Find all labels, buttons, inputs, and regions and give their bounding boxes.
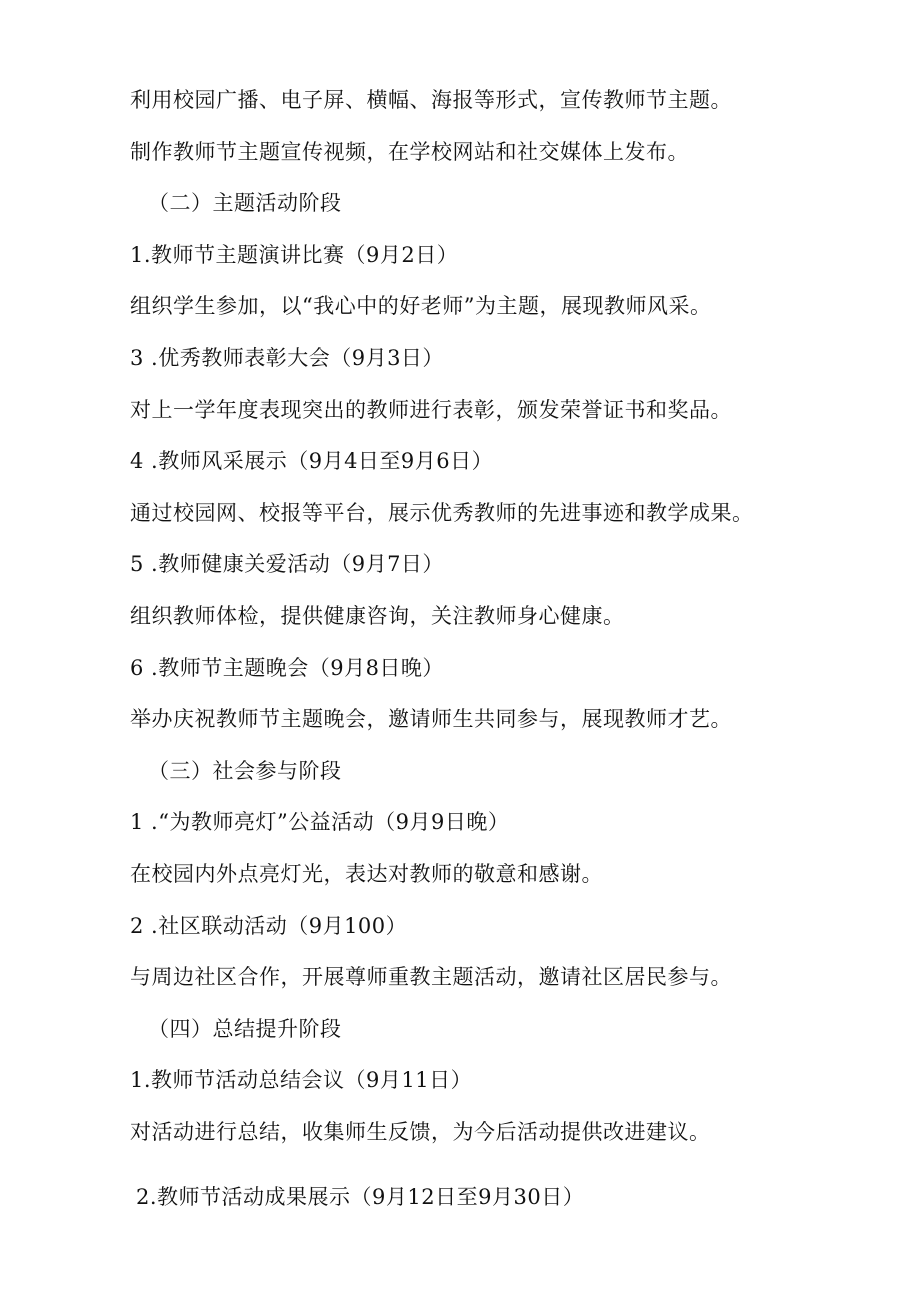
paragraph-light-up: 在校园内外点亮灯光，表达对教师的敬意和感谢。 [130,862,603,886]
paragraph-commendation: 对上一学年度表现突出的教师进行表彰，颁发荣誉证书和奖品。 [130,398,732,422]
item-heading-light-up: 1 .“为教师亮灯”公益活动（9月9日晚） [130,810,510,834]
paragraph-publicity-video: 制作教师节主题宣传视频，在学校网站和社交媒体上发布。 [130,140,689,164]
item-heading-results-showcase: 2.教师节活动成果展示（9月12日至9月30日） [136,1185,585,1209]
item-heading-community: 2 .社区联动活动（9月100） [130,914,408,938]
paragraph-publicity-channels: 利用校园广播、电子屏、横幅、海报等形式，宣传教师节主题。 [130,88,732,112]
paragraph-summary-meeting: 对活动进行总结，收集师生反馈，为今后活动提供改进建议。 [130,1120,711,1144]
item-heading-summary-meeting: 1.教师节活动总结会议（9月11日） [130,1068,473,1092]
item-heading-gala: 6 .教师节主题晚会（9月8日晚） [130,656,444,680]
item-heading-teacher-showcase: 4 .教师风采展示（9月4日至9月6日） [130,449,494,473]
item-heading-health-care: 5 .教师健康关爱活动（9月7日） [130,552,444,576]
paragraph-teacher-showcase: 通过校园网、校报等平台，展示优秀教师的先进事迹和教学成果。 [130,501,754,525]
item-heading-commendation: 3 .优秀教师表彰大会（9月3日） [130,346,444,370]
paragraph-speech-contest: 组织学生参加，以“我心中的好老师”为主题，展现教师风采。 [130,294,712,318]
item-heading-speech-contest: 1.教师节主题演讲比赛（9月2日） [130,243,459,267]
section-heading-theme-activities: （二）主题活动阶段 [148,191,342,215]
section-heading-summary: （四）总结提升阶段 [148,1017,342,1041]
paragraph-community: 与周边社区合作，开展尊师重教主题活动，邀请社区居民参与。 [130,965,732,989]
section-heading-social-participation: （三）社会参与阶段 [148,759,342,783]
paragraph-health-care: 组织教师体检，提供健康咨询，关注教师身心健康。 [130,604,625,628]
paragraph-gala: 举办庆祝教师节主题晚会，邀请师生共同参与，展现教师才艺。 [130,707,732,731]
